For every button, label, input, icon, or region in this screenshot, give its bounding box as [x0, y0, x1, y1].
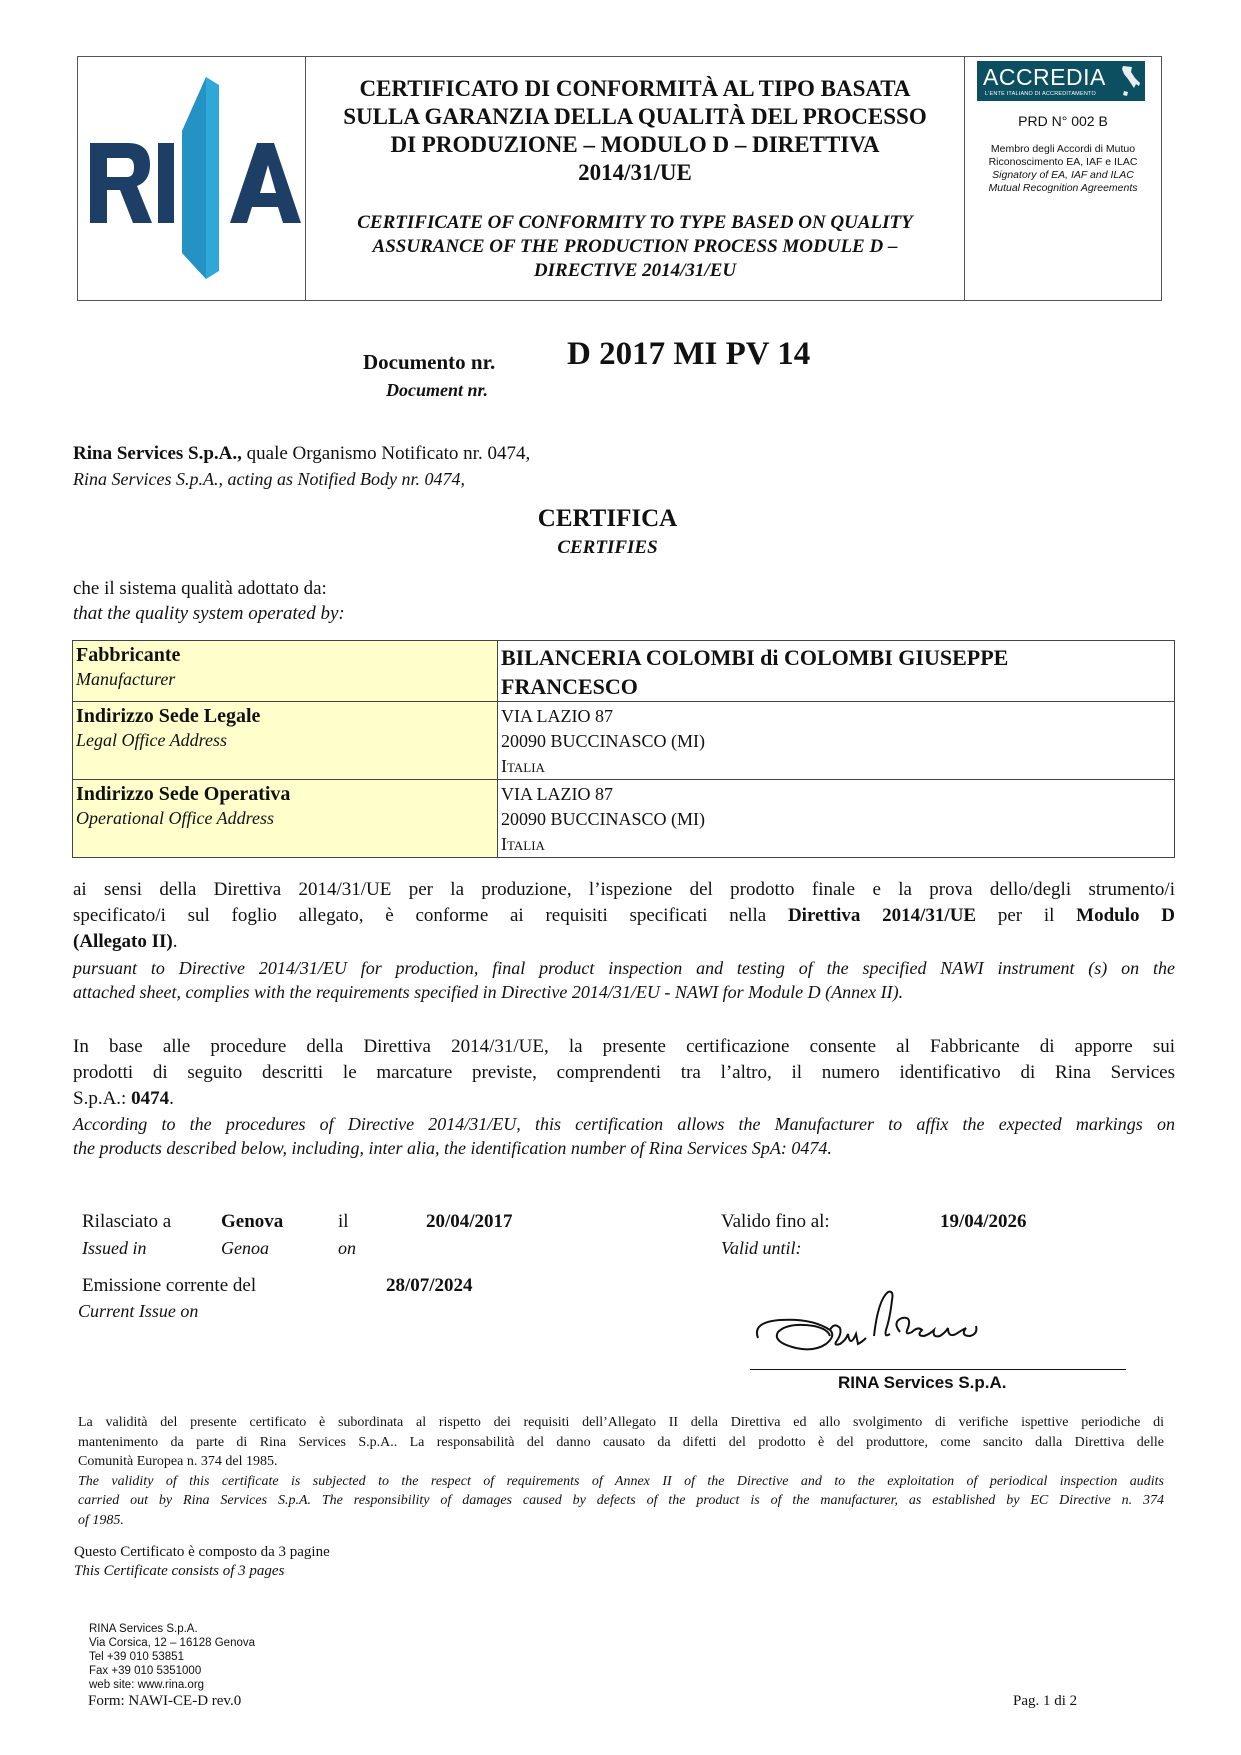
address-line: 20090 BUCCINASCO (MI)	[501, 731, 706, 751]
body-text: .	[172, 931, 178, 952]
body-text: per il	[976, 905, 1077, 926]
body-p2-line1: In base alle procedure della Direttiva 2014/31/UE, la presente certificazione consente al Fabbricante di apporre sui	[73, 1036, 1175, 1057]
manufacturer-table	[72, 640, 1175, 858]
note-line: The validity of this certificate is subjected to the respect of requirements of Annex II of the Directive and to the exploitation of periodical inspection audits	[78, 1473, 1164, 1489]
note-line: carried out by Rina Services S.p.A. The responsibility of damages caused by defects of the product is of the manufacturer, as established by EC Directive n. 374	[78, 1493, 1164, 1508]
module-ref: Modulo D	[1076, 905, 1175, 926]
notified-body-line	[73, 443, 530, 465]
body-p2-en-line2: the products described below, including, inter alia, the identification number of Rina Services SpA: 0474.	[73, 1138, 832, 1158]
notified-body-line-en: Rina Services S.p.A., acting as Notified Body nr. 0474,	[73, 469, 465, 489]
handwritten-signature	[750, 1290, 1010, 1370]
company-name: Rina Services S.p.A.,	[73, 443, 242, 464]
title-english: CERTIFICATE OF CONFORMITY TO TYPE BASED ON QUALITY ASSURANCE OF THE PRODUCTION PROCESS MODULE D – DIRECTIVE 2014/31/EU	[357, 212, 913, 281]
address-line: web site: www.rina.org	[89, 1679, 205, 1691]
certifies-heading: CERTIFIES	[557, 537, 658, 558]
address-country: Italia	[501, 756, 545, 776]
quality-system-line-en: that the quality system operated by:	[73, 603, 345, 624]
title-cell	[306, 57, 965, 300]
current-issue-label: Emissione corrente del	[82, 1275, 257, 1296]
pages-count: Questo Certificato è composto da 3 pagine	[74, 1544, 330, 1560]
title-italian	[306, 75, 964, 187]
title-it-line: CERTIFICATO DI CONFORMITÀ AL TIPO BASATA	[359, 76, 911, 101]
manufacturer-label-en: Manufacturer	[76, 669, 176, 689]
note-line: Mutual Recognition Agreements	[988, 182, 1138, 194]
address-line: Via Corsica, 12 – 16128 Genova	[89, 1637, 256, 1649]
certifica-heading: CERTIFICA	[537, 505, 678, 532]
manufacturer-label-cell	[73, 641, 498, 702]
manufacturer-name: FRANCESCO	[501, 674, 638, 699]
address-country: Italia	[501, 834, 545, 854]
note-line: La validità del presente certificato è subordinata al rispetto dei requisiti dell’Allegato II della Direttiva ed allo svolgimento di verifiche ispettive periodiche di	[78, 1415, 1164, 1430]
operational-address-label-cell	[73, 780, 498, 858]
operational-address-value-cell	[498, 780, 1175, 858]
document-number: D 2017 MI PV 14	[567, 336, 811, 372]
address-line: Tel +39 010 53851	[89, 1651, 184, 1663]
italy-map-icon	[1119, 64, 1141, 98]
manufacturer-label: Fabbricante	[76, 644, 181, 666]
note-line: Signatory of EA, IAF and ILAC	[992, 169, 1134, 181]
current-issue-label-en: Current Issue on	[78, 1301, 199, 1321]
valid-until-label: Valido fino al:	[721, 1211, 830, 1232]
note-line: mantenimento da parte di Rina Services S.p.A.. La responsabilità del danno causato da difetti del prodotto è del produttore, come sancito dalla Direttiva delle	[78, 1434, 1164, 1450]
accredia-logo	[977, 61, 1145, 101]
annex-ref: (Allegato II)	[73, 931, 173, 952]
title-it-line: SULLA GARANZIA DELLA QUALITÀ DEL PROCESSO	[343, 104, 927, 129]
current-issue-date: 28/07/2024	[386, 1275, 473, 1296]
body-text: S.p.A.:	[73, 1088, 132, 1109]
legal-address-label-en: Legal Office Address	[76, 730, 227, 750]
company-address	[89, 1622, 255, 1692]
table-row	[73, 702, 1175, 780]
valid-until-label-en: Valid until:	[721, 1238, 802, 1258]
body-p1-en-line1: pursuant to Directive 2014/31/EU for production, final product inspection and testing of the specified NAWI instrument (s) on the	[73, 958, 1175, 978]
on-label-en: on	[338, 1238, 356, 1258]
address-line: Fax +39 010 5351000	[89, 1665, 202, 1677]
rina-logo	[78, 57, 306, 300]
title-it-line: DI PRODUZIONE – MODULO D – DIRETTIVA	[390, 132, 880, 157]
accreditation-cell	[965, 57, 1161, 300]
table-row	[73, 641, 1175, 702]
legal-address-label-cell	[73, 702, 498, 780]
manufacturer-value-cell	[498, 641, 1175, 702]
certificate-header	[77, 56, 1162, 301]
table-row	[73, 780, 1175, 858]
valid-until-date: 19/04/2026	[940, 1211, 1027, 1232]
logo-cell	[78, 57, 306, 300]
issue-city: Genova	[221, 1211, 284, 1232]
note-line: Comunità Europea n. 374 del 1985.	[78, 1454, 278, 1469]
pages-count-en: This Certificate consists of 3 pages	[74, 1563, 285, 1579]
document-label-en: Document nr.	[386, 380, 489, 400]
issue-date: 20/04/2017	[426, 1211, 513, 1232]
accredia-notes	[965, 143, 1161, 195]
legal-address-value-cell	[498, 702, 1175, 780]
notified-body-number: 0474	[131, 1088, 170, 1109]
prd-number: PRD N° 002 B	[1018, 113, 1108, 129]
address-line: RINA Services S.p.A.	[89, 1623, 198, 1635]
operational-address-label-en: Operational Office Address	[76, 808, 274, 828]
quality-system-line: che il sistema qualità adottato da:	[73, 578, 327, 599]
form-code: Form: NAWI-CE-D rev.0	[88, 1693, 242, 1709]
body-p2-line3	[73, 1088, 174, 1110]
body-p1-line1: ai sensi della Direttiva 2014/31/UE per la produzione, l’ispezione del prodotto finale e la prova dello/degli strumento/i	[73, 879, 1175, 900]
legal-address-label: Indirizzo Sede Legale	[76, 705, 261, 727]
notified-body-text: quale Organismo Notificato nr. 0474,	[241, 443, 531, 464]
body-text: specificato/i sul foglio allegato, è conforme ai requisiti specificati nella	[73, 905, 788, 926]
document-label: Documento nr.	[363, 350, 496, 374]
issued-label-en: Issued in	[82, 1238, 147, 1258]
title-it-line: 2014/31/UE	[578, 160, 692, 185]
address-line: VIA LAZIO 87	[501, 706, 613, 726]
accredia-name: ACCREDIA	[983, 64, 1106, 90]
validity-note	[78, 1413, 1164, 1530]
note-line: Riconoscimento EA, IAF e ILAC	[988, 156, 1138, 168]
signature-line	[750, 1369, 1126, 1370]
address-line: VIA LAZIO 87	[501, 784, 613, 804]
body-p2-line2: prodotti di seguito descritti le marcature previste, comprendenti tra l’altro, il numero identificativo di Rina Services	[73, 1062, 1175, 1083]
address-line: 20090 BUCCINASCO (MI)	[501, 809, 706, 829]
body-p1-line2	[73, 905, 1175, 927]
issue-city-en: Genoa	[221, 1238, 269, 1258]
operational-address-label: Indirizzo Sede Operativa	[76, 783, 291, 805]
page-number: Pag. 1 di 2	[1013, 1693, 1078, 1709]
accredia-subtitle: L'ENTE ITALIANO DI ACCREDITAMENTO	[985, 91, 1096, 97]
directive-ref: Direttiva 2014/31/UE	[787, 905, 977, 926]
body-p2-en-line1: According to the procedures of Directive 2014/31/EU, this certification allows the Manufacturer to affix the expected markings on	[73, 1114, 1175, 1134]
on-label: il	[338, 1211, 349, 1232]
issued-label: Rilasciato a	[82, 1211, 172, 1232]
signatory-name: RINA Services S.p.A.	[838, 1373, 1007, 1392]
note-line: Membro degli Accordi di Mutuo	[990, 143, 1136, 155]
body-p1-line3	[73, 931, 177, 953]
note-line: of 1985.	[78, 1512, 124, 1528]
body-p1-en-line2: attached sheet, complies with the requirements specified in Directive 2014/31/EU - NAWI for Module D (Annex II).	[73, 982, 904, 1002]
body-text: .	[169, 1088, 174, 1109]
manufacturer-name: BILANCERIA COLOMBI di COLOMBI GIUSEPPE	[501, 645, 1009, 670]
